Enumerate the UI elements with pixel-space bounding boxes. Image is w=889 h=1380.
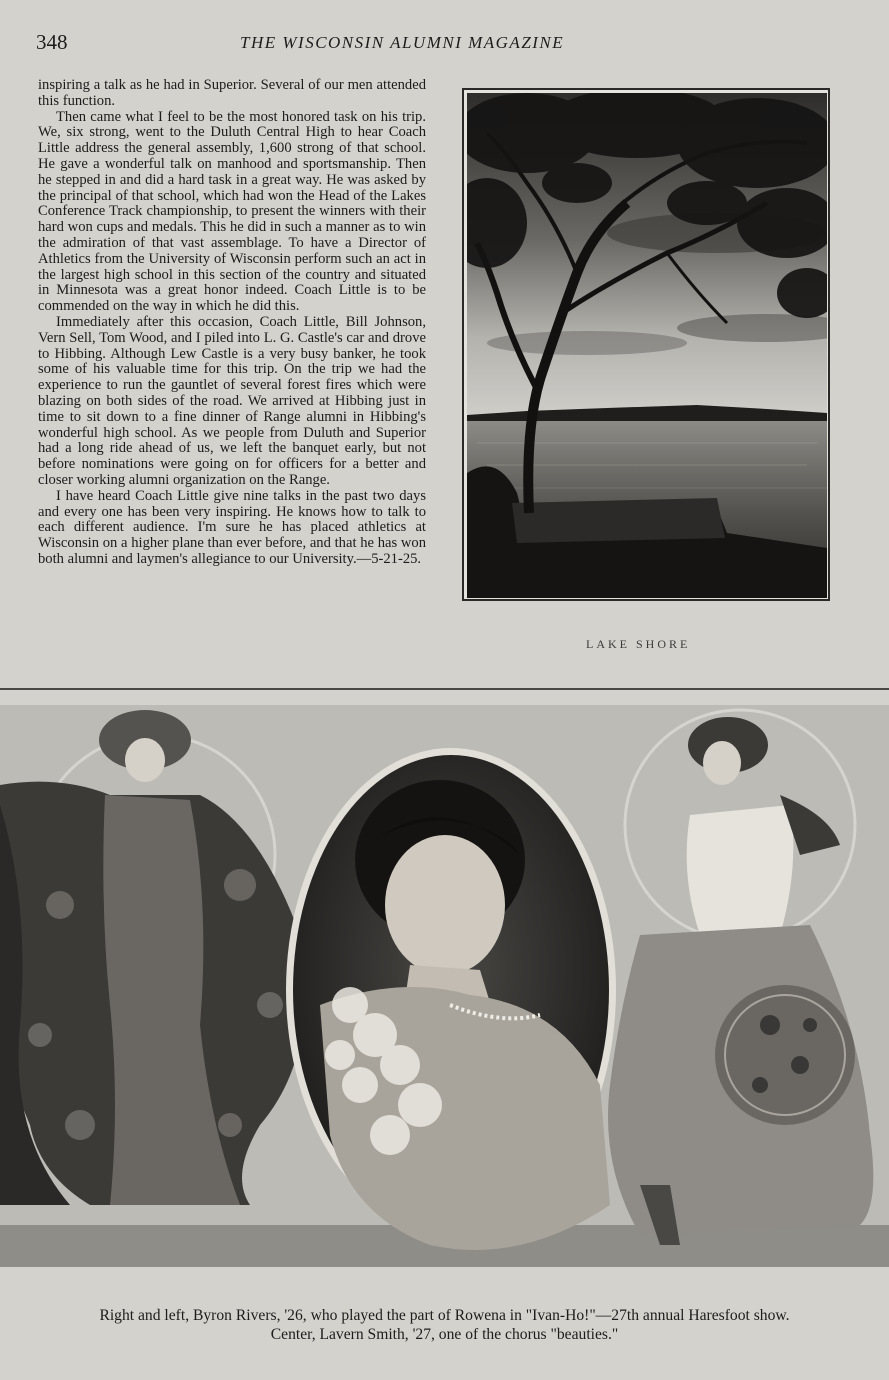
lake-shore-illustration [467,93,827,598]
article-paragraph: I have heard Coach Little give nine talks in the past two days and every one has been very inspiring. He knows how to talk to each different audience. I'm sure he has placed athletics at Wisconsin on a higher plane than ever before, and that he has won both alumni and laymen's allegiance to our University.—5-21-25. [38,487,426,567]
lake-shore-photo [462,88,830,601]
magazine-title: THE WISCONSIN ALUMNI MAGAZINE [240,33,565,52]
lake-photo-caption: LAKE SHORE [586,637,691,651]
collage-caption-line-2: Center, Lavern Smith, '27, one of the chorus "beauties." [270,1326,619,1343]
collage-caption [20,1306,869,1344]
haresfoot-photo-collage [0,705,889,1267]
page-number: 348 [36,30,68,54]
collage-caption-line-1: Right and left, Byron Rivers, '26, who played the part of Rowena in "Ivan-Ho!"—27th annual Haresfoot show. [99,1307,790,1324]
section-divider [0,688,889,690]
article-paragraph: inspiring a talk as he had in Superior. Several of our men attended this function. [38,77,426,109]
article-paragraph: Then came what I feel to be the most honored task on his trip. We, six strong, went to the Duluth Central High to hear Coach Little address the general assembly, 1,600 strong of that school. He gave a wonderful talk on manhood and sportsmanship. Then he stepped in and did a hard task in a great way. He was asked by the principal of that school, which had won the Head of the Lakes Conference Track championship, to present the winners with their hard won cups and medals. This he did in such a manner as to win the admiration of that vast assemblage. To have a Director of Athletics from the University of Wisconsin perform such an act in the largest high school in this section of the country and situated in Minnesota was a great honor indeed. Coach Little is to be commended on the way in which he did this. [38,108,426,315]
article-paragraph: Immediately after this occasion, Coach Little, Bill Johnson, Vern Sell, Tom Wood, and I piled into L. G. Castle's car and drove to Hibbing. Although Lew Castle is a very busy banker, he took some of his valuable time for this trip. On the trip we had the experience to run the gauntlet of several forest fires which were blazing on both sides of the road. We arrived at Hibbing just in time to sit down to a fine dinner of Range alumni in Hibbing's wonderful high school. As we people from Duluth and Superior had a long ride ahead of us, we left the banquet early, but not before nominations were going on for officers for a better and closer working alumni organization on the Range. [38,313,426,488]
article-column [38,78,426,568]
haresfoot-collage-illustration [0,705,889,1267]
